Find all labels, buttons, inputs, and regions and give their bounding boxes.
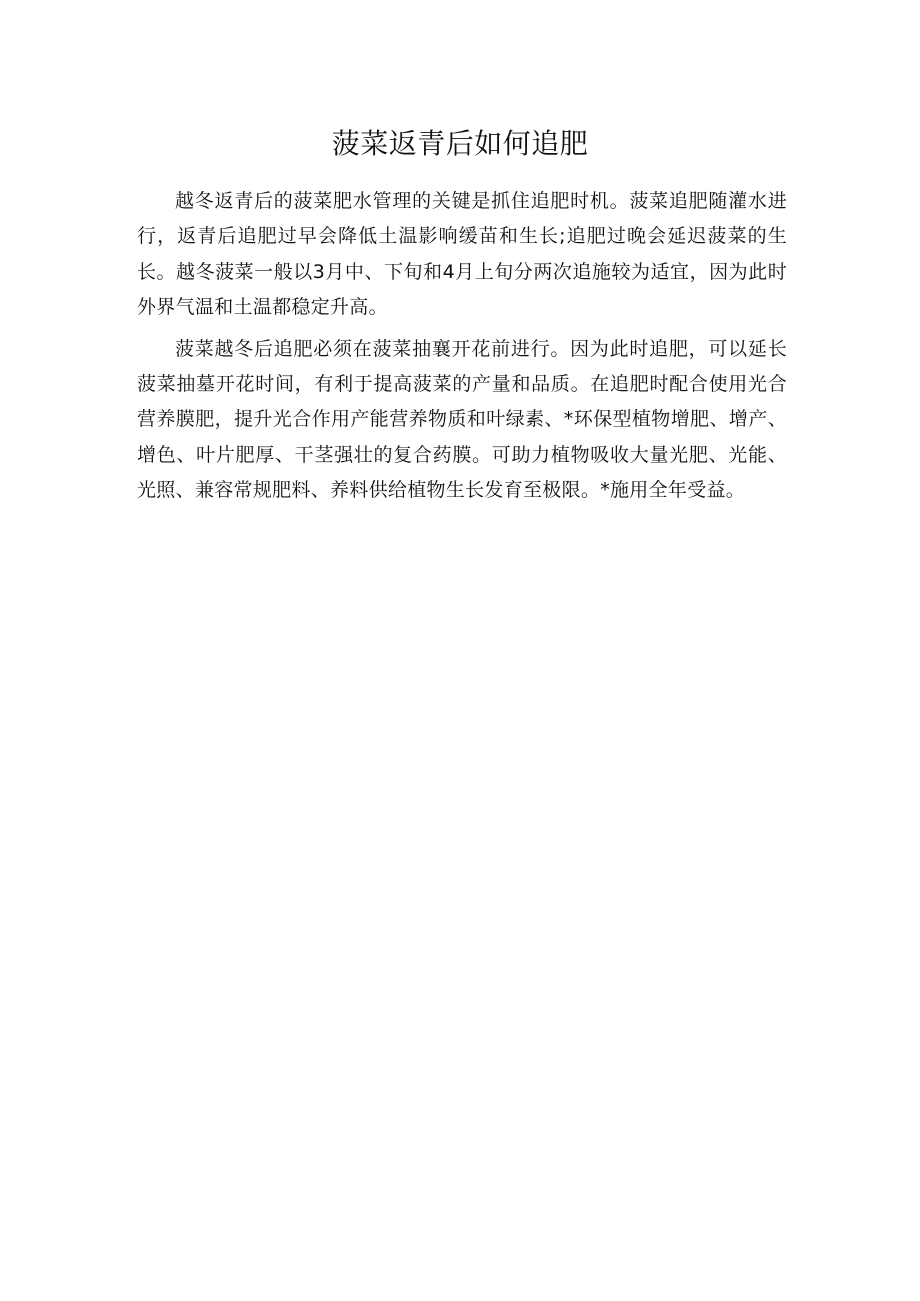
paragraph-1: 越冬返青后的菠菜肥水管理的关键是抓住追肥时机。菠菜追肥随灌水进行，返青后追肥过早会降低土温影响缓苗和生长;追肥过晚会延迟菠菜的生长。越冬菠菜一般以3月中、下旬和4月上旬分两次追施较为适宜，因为此时外界气温和土温都稳定升高。	[137, 190, 787, 319]
paragraph-2: 菠菜越冬后追肥必须在菠菜抽襄开花前进行。因为此时追肥，可以延长菠菜抽墓开花时间，有利于提高菠菜的产量和品质。在追肥时配合使用光合营养膜肥，提升光合作用产能营养物质和叶绿素、*环保型植物增肥、增产、增色、叶片肥厚、干茎强壮的复合药膜。可助力植物吸收大量光肥、光能、光照、兼容常规肥料、养料供给植物生长发育至极限。*施用全年受益。	[137, 337, 787, 502]
document-title: 菠菜返青后如何追肥	[331, 127, 589, 160]
document-body	[137, 184, 787, 515]
